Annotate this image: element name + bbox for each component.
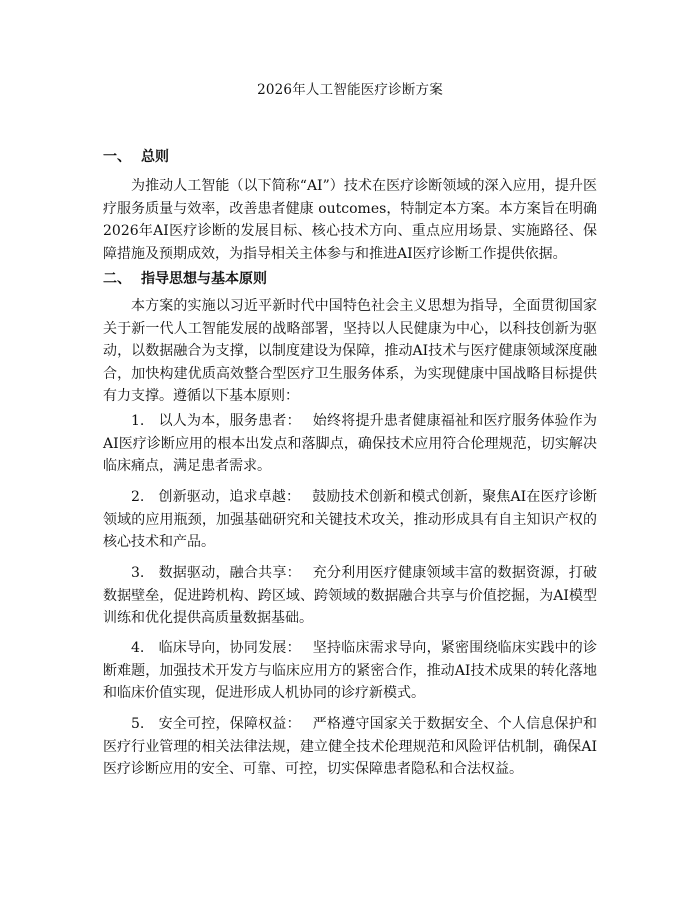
principle-item <box>103 486 597 554</box>
section-heading-general <box>103 146 169 166</box>
section-paragraph-guiding-principles: 本方案的实施以习近平新时代中国特色社会主义思想为指导，全面贯彻国家关于新一代人工智能发展的战略部署，坚持以人民健康为中心，以科技创新为驱动，以数据融合为支撑，以制度建设为保障，推动AI技术与医疗健康领域深度融合，加快构建优质高效整合型医疗卫生服务体系，为实现健康中国战略目标提供有力支撑。遵循以下基本原则： <box>103 298 597 404</box>
document-title: 2026年人工智能医疗诊断方案 <box>257 82 443 98</box>
section-title: 指导思想与基本原则 <box>141 271 267 287</box>
section-title: 总则 <box>141 149 169 165</box>
principle-number: 4. <box>131 640 145 656</box>
principle-label: 数据驱动，融合共享： <box>158 565 301 581</box>
principle-text: 始终将提升患者健康福祉和医疗服务体验作为AI医疗诊断应用的根本出发点和落脚点，确保技术应用符合伦理规范，切实解决临床痛点，满足患者需求。 <box>103 413 598 474</box>
principle-number: 2. <box>131 489 145 505</box>
principle-label: 安全可控，保障权益： <box>158 716 301 732</box>
principle-item <box>103 637 597 705</box>
principle-item <box>103 713 597 781</box>
section-heading-guiding-principles <box>103 268 267 288</box>
principle-number: 5. <box>131 716 145 732</box>
section-paragraph-general: 为推动人工智能（以下简称“AI”）技术在医疗诊断领域的深入应用，提升医疗服务质量与效率，改善患者健康 outcomes，特制定本方案。本方案旨在明确2026年AI医疗诊断的发展目标、核心技术方向、重点应用场景、实施路径、保障措施及预期成效，为指导相关主体参与和推进AI医疗诊断工作提供依据。 <box>103 178 597 262</box>
principle-item <box>103 562 597 630</box>
principle-text: 鼓励技术创新和模式创新，聚焦AI在医疗诊断领域的应用瓶颈，加强基础研究和关键技术攻关，推动形成具有自主知识产权的核心技术和产品。 <box>103 489 598 550</box>
principle-number: 1. <box>131 413 145 429</box>
principle-text: 严格遵守国家关于数据安全、个人信息保护和医疗行业管理的相关法律法规，建立健全技术伦理规范和风险评估机制，确保AI医疗诊断应用的安全、可靠、可控，切实保障患者隐私和合法权益。 <box>103 716 598 777</box>
principle-text: 充分利用医疗健康领域丰富的数据资源，打破数据壁垒，促进跨机构、跨区域、跨领域的数据融合共享与价值挖掘，为AI模型训练和优化提供高质量数据基础。 <box>103 565 598 626</box>
principle-item <box>103 410 597 478</box>
section-number: 二、 <box>103 271 131 287</box>
principle-label: 临床导向，协同发展： <box>158 640 301 656</box>
section-number: 一、 <box>103 149 131 165</box>
principle-text: 坚持临床需求导向，紧密围绕临床实践中的诊断难题，加强技术开发方与临床应用方的紧密合作，推动AI技术成果的转化落地和临床价值实现，促进形成人机协同的诊疗新模式。 <box>103 640 598 701</box>
principle-number: 3. <box>131 565 145 581</box>
principle-label: 以人为本，服务患者： <box>158 413 301 429</box>
principle-label: 创新驱动，追求卓越： <box>158 489 301 505</box>
